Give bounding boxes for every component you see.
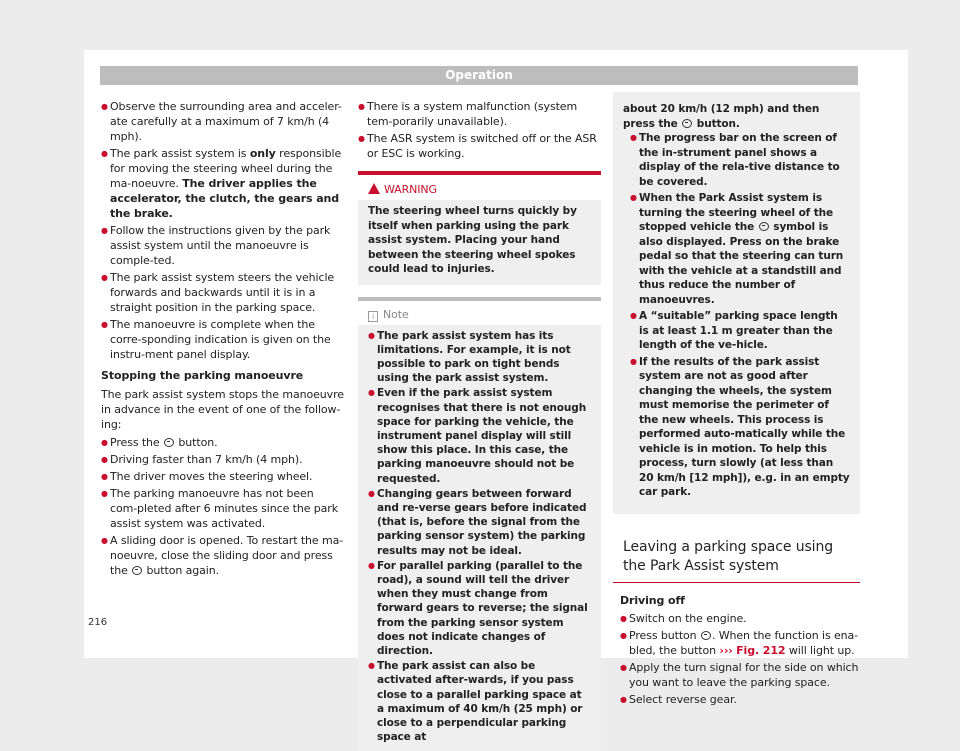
text: will light up.: [785, 644, 854, 657]
list-item: ● There is a system malfunction (system tem-porarily unavailable).: [358, 99, 601, 129]
park-assist-button-icon: [701, 631, 711, 640]
warning-header: [358, 171, 601, 200]
warning-triangle-icon: [368, 183, 380, 194]
steering-wheel-icon: [759, 222, 769, 231]
text: Press button: [629, 629, 700, 642]
park-assist-button-icon: [164, 438, 174, 447]
list-item: [620, 628, 860, 658]
continuation-text: [623, 102, 850, 131]
note-title: Note: [383, 308, 409, 321]
emphasis-text: only: [250, 147, 276, 160]
list-item: [101, 146, 344, 221]
text: The park assist system is: [110, 147, 250, 160]
text: button.: [175, 436, 217, 449]
figure-reference-link[interactable]: Fig. 212: [736, 644, 785, 657]
warning-box: [358, 171, 601, 285]
list-item: ● Even if the park assist system recognises that there is not enough space for parking the vehicle, the instrument panel display will still show this place. In this case, the parking manoeuvre should not be requested.: [368, 386, 591, 485]
note-body: [358, 325, 601, 751]
list-item: ● The park assist can also be activated after-wards, if you pass close to a parallel parking space at a maximum of 40 km/h (25 mph) or close to a perpendicular parking space at: [368, 659, 591, 744]
text: A sliding door is opened. To restart the ma-noeuvre, close the sliding door and press the: [110, 534, 343, 577]
list-item: ● The progress bar on the screen of the in-strument panel shows a display of the rela-tive distance to be covered.: [630, 131, 850, 189]
list-item: [630, 191, 850, 307]
list-item: ● For parallel parking (parallel to the road), a sound will tell the driver when they must change from forward gears to reverse; the signal from the parking sensor system does not indicate changes of direction.: [368, 559, 591, 658]
list-item: ● The driver moves the steering wheel.: [101, 469, 344, 484]
list-item: ● Changing gears between forward and re-verse gears before indicated (that is, before the signal from the parking sensor system) the parking results may not be ideal.: [368, 487, 591, 558]
driving-off-heading: Driving off: [613, 593, 860, 608]
stop-heading: Stopping the parking manoeuvre: [101, 368, 344, 383]
text: . When the function is ena-bled, the button: [629, 629, 858, 657]
list-item: ● Apply the turn signal for the side on which you want to leave the parking space.: [620, 660, 860, 690]
list-item: [101, 435, 344, 450]
text: symbol is also displayed. Press on the brake pedal so that the steering can turn with the vehicle at a standstill and thus reduce the number of manoeuvres.: [639, 221, 843, 306]
column-1: [101, 99, 344, 580]
reference-arrow[interactable]: ›››: [719, 644, 732, 657]
list-item: ● The park assist system has its limitations. For example, it is not possible to park on tight bends using the park assist system.: [368, 329, 591, 386]
list-item: ● The ASR system is switched off or the ASR or ESC is working.: [358, 131, 601, 161]
text: about 20 km/h (12 mph) and then press the: [623, 103, 819, 130]
list-item: ● Driving faster than 7 km/h (4 mph).: [101, 452, 344, 467]
section-title: Leaving a parking space using the Park Assist system: [613, 538, 860, 583]
note-box: [358, 297, 601, 751]
list-item: ● Select reverse gear.: [620, 692, 860, 707]
list-item: ● Switch on the engine.: [620, 611, 860, 626]
text: button again.: [143, 564, 219, 577]
warning-title: WARNING: [384, 183, 437, 196]
note-header: [358, 297, 601, 325]
column-3: [613, 92, 860, 709]
emphasis-text: The driver applies the accelerator, the clutch, the gears and the brake.: [110, 177, 339, 220]
page-header: Operation: [100, 66, 858, 85]
list-item: ● The parking manoeuvre has not been com-pleted after 6 minutes since the park assist system was activated.: [101, 486, 344, 531]
stop-intro: The park assist system stops the manoeuvre in advance in the event of one of the follow-ing:: [101, 387, 344, 432]
list-item: ● The park assist system steers the vehicle forwards and backwards until it is in a straight position in the parking space.: [101, 270, 344, 315]
list-item: ● If the results of the park assist system are not as good after changing the wheels, the system must memorise the perimeter of the new wheels. This process is performed auto-matically while the vehicle is in motion. To help this process, turn slowly (at less than 20 km/h [12 mph]), e.g. in an empty car park.: [630, 355, 850, 500]
note-icon: i: [368, 311, 378, 322]
page-number: 216: [88, 617, 107, 628]
text: responsible for moving the steering wheel during the ma-noeuvre.: [110, 147, 341, 190]
list-item: ● A “suitable” parking space length is at least 1.1 m greater than the length of the ve-hicle.: [630, 309, 850, 353]
text: button.: [693, 118, 740, 130]
list-item: [101, 533, 344, 578]
text: Press the: [110, 436, 163, 449]
warning-text: The steering wheel turns quickly by itself when parking using the park assist system. Placing your hand between the steering wheel spokes could lead to injuries.: [358, 200, 601, 285]
list-item: ● Observe the surrounding area and acceler-ate carefully at a maximum of 7 km/h (4 mph).: [101, 99, 344, 144]
text: When the Park Assist system is turning the steering wheel of the stopped vehicle the: [639, 192, 833, 233]
list-item: ● The manoeuvre is complete when the corre-sponding indication is given on the instru-ment panel display.: [101, 317, 344, 362]
list-item: ● Follow the instructions given by the park assist system until the manoeuvre is comple-ted.: [101, 223, 344, 268]
note-continuation-box: [613, 92, 860, 514]
park-assist-button-icon: [132, 566, 142, 575]
column-2: [358, 99, 601, 751]
park-assist-button-icon: [682, 119, 692, 128]
